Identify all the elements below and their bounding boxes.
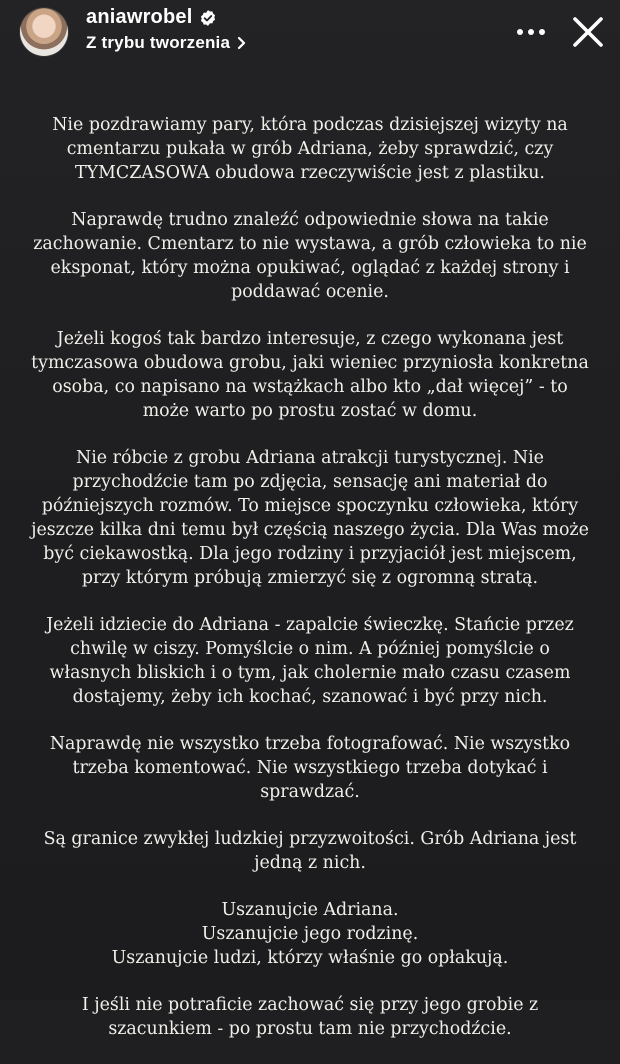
closing-lines: [30, 898, 590, 970]
avatar[interactable]: [20, 8, 68, 56]
chevron-right-icon: [236, 36, 248, 50]
closing-line-3: Uszanujcie ludzi, którzy właśnie go opłakują.: [111, 948, 509, 968]
closing-line-1: Uszanujcie Adriana.: [221, 900, 399, 920]
more-dots-icon: [516, 28, 546, 36]
paragraph-3: Jeżeli kogoś tak bardzo interesuje, z czego wykonana jest tymczasowa obudowa grobu, jaki wieniec przyniosła konkretna osoba, co napisano na wstążkach albo kto „dał więcej” - to może warto po prostu zostać w domu.: [31, 329, 589, 421]
story-header: [0, 0, 620, 70]
close-button[interactable]: [566, 10, 610, 54]
close-icon: [571, 15, 605, 49]
paragraph-2: Naprawdę trudno znaleźć odpowiednie słowa na takie zachowanie. Cmentarz to nie wystawa, a grób człowieka to nie eksponat, który można opukiwać, oglądać z każdej strony i poddawać ocenie.: [33, 210, 587, 302]
creator-mode-link[interactable]: [86, 33, 248, 53]
creator-mode-label: Z trybu tworzenia: [86, 33, 231, 52]
username[interactable]: aniawrobel: [86, 6, 193, 28]
paragraph-5: Jeżeli idziecie do Adriana - zapalcie świeczkę. Stańcie przez chwilę w ciszy. Pomyślcie o nim. A później pomyślcie o własnych bliskich i o tym, jak cholernie mało czasu czasem dostajemy, żeby ich kochać, szanować i być przy nich.: [46, 615, 574, 707]
closing-line-2: Uszanujcie jego rodzinę.: [201, 924, 419, 944]
verified-badge-icon: [199, 9, 217, 27]
more-options-button[interactable]: [511, 18, 551, 46]
username-row: [86, 6, 217, 29]
final-paragraph: I jeśli nie potraficie zachować się przy jego grobie z szacunkiem - po prostu tam nie przychodźcie.: [81, 995, 539, 1039]
paragraph-1: Nie pozdrawiamy pary, która podczas dzisiejszej wizyty na cmentarzu pukała w grób Adriana, żeby sprawdzić, czy TYMCZASOWA obudowa rzeczywiście jest z plastiku.: [52, 115, 568, 183]
story-text: [30, 113, 590, 1064]
paragraph-7: Są granice zwykłej ludzkiej przyzwoitości. Grób Adriana jest jedną z nich.: [43, 829, 577, 873]
paragraph-6: Naprawdę nie wszystko trzeba fotografować. Nie wszystko trzeba komentować. Nie wszystkiego trzeba dotykać i sprawdzać.: [49, 734, 571, 802]
paragraph-4: Nie róbcie z grobu Adriana atrakcji turystycznej. Nie przychodźcie tam po zdjęcia, sensację ani materiał do późniejszych rozmów. To miejsce spoczynku człowieka, który jeszcze kilka dni temu był częścią naszego życia. Dla Was może być ciekawostką. Dla jego rodziny i przyjaciół jest miejscem, przy którym próbują zmierzyć się z ogromną stratą.: [31, 448, 589, 588]
